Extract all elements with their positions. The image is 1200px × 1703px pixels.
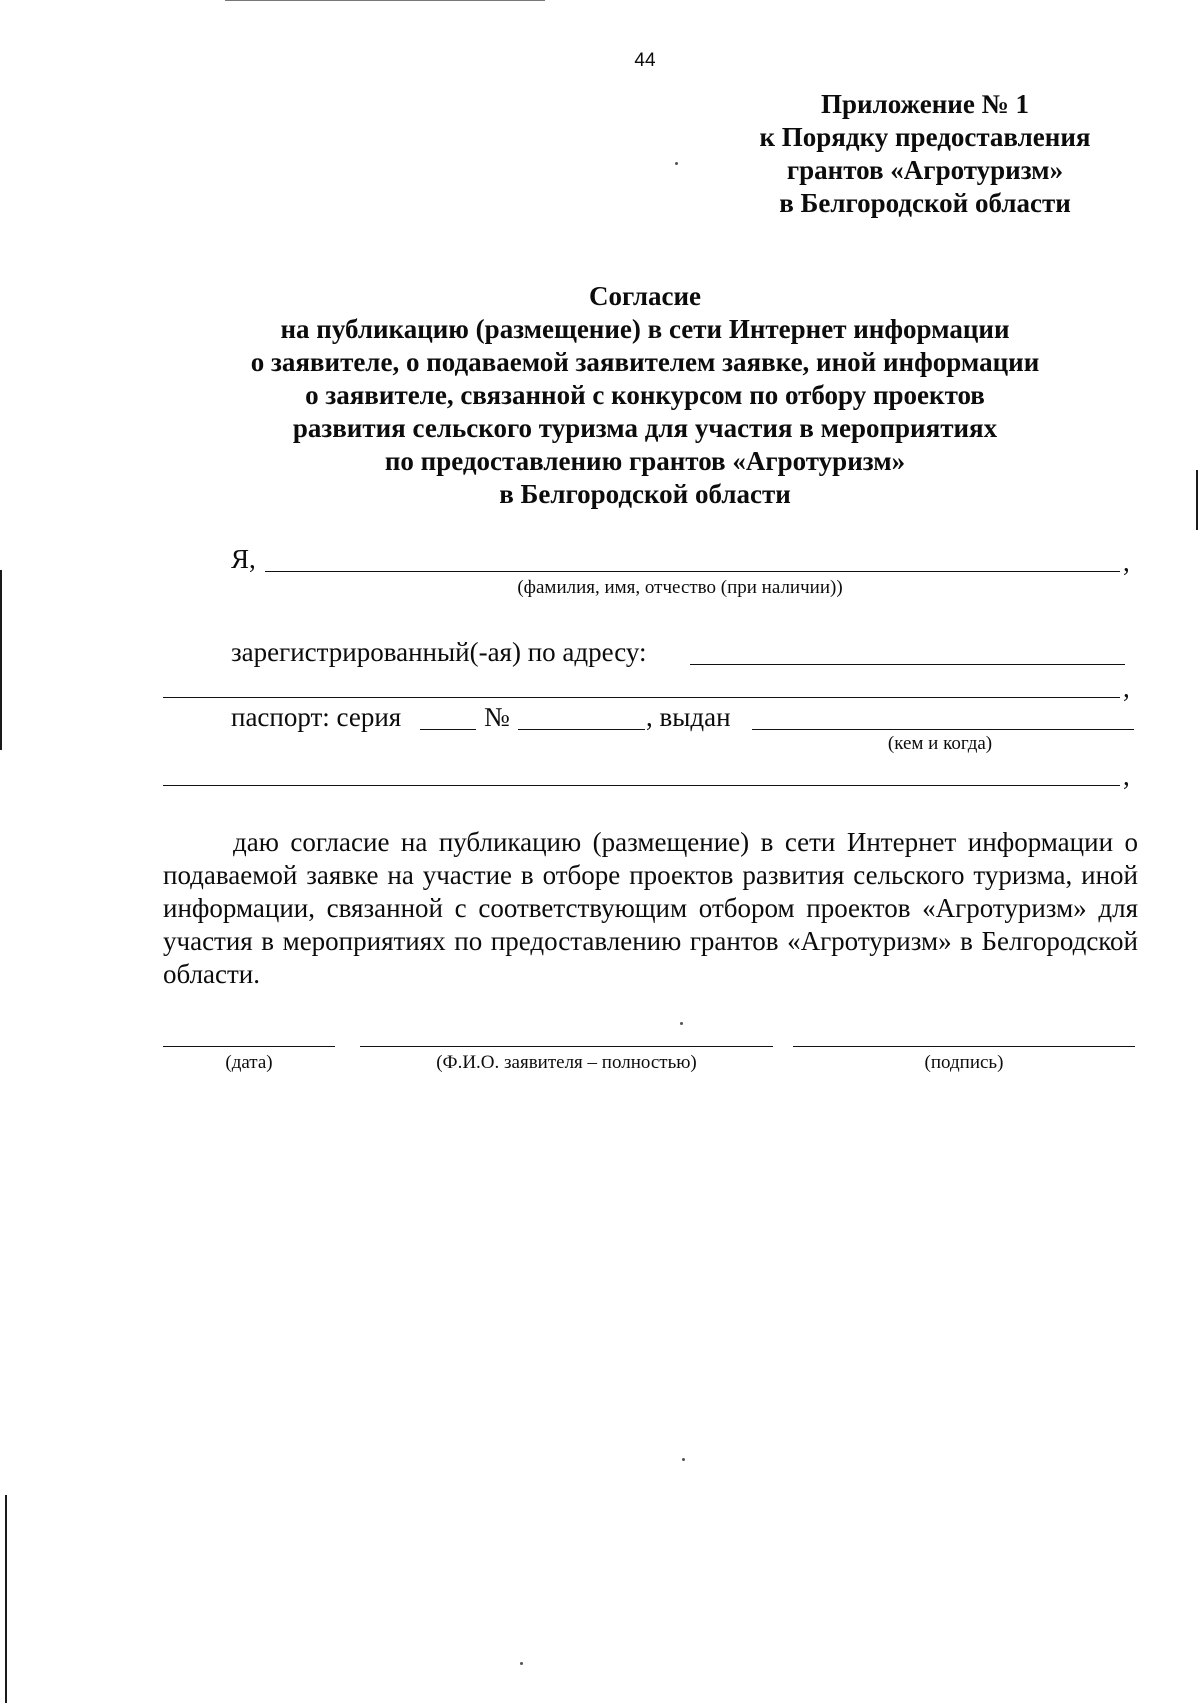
comma: , (1123, 547, 1130, 577)
title-line: по предоставлению грантов «Агротуризм» (384, 446, 906, 476)
consent-paragraph: даю согласие на публикацию (размещение) в сети Интернет информации о подаваемой заявке на участие в отборе проектов развития сельского туризма, иной информации, связанной с соответствующим отбором проектов «Агротуризм» для участия в мероприятиях по предоставлению грантов «Агротуризм» в Белгородской области. (163, 827, 1138, 989)
title-line: на публикацию (размещение) в сети Интернет информации (280, 314, 1010, 344)
scan-edge-left-lower (5, 1495, 7, 1703)
comma: , (1123, 673, 1130, 703)
document-title (150, 280, 1140, 511)
scan-edge-top (225, 0, 545, 1)
applicant-fio-field[interactable] (360, 1046, 773, 1047)
appendix-line: в Белгородской области (779, 188, 1071, 218)
page-number: 44 (634, 50, 656, 71)
scan-edge-right (1196, 470, 1198, 530)
scan-edge-left (0, 570, 2, 750)
appendix-line: к Порядку предоставления (759, 122, 1091, 152)
date-caption: (дата) (225, 1052, 273, 1073)
passport-series-field[interactable] (420, 729, 476, 730)
passport-label: паспорт: серия (231, 702, 402, 732)
title-line: в Белгородской области (499, 479, 791, 509)
issued-by-field-2[interactable] (163, 785, 1120, 786)
signature-caption: (подпись) (924, 1052, 1004, 1073)
title-line: развития сельского туризма для участия в мероприятиях (292, 413, 998, 443)
scan-dot (675, 162, 678, 165)
address-fill-line-2[interactable] (163, 697, 1120, 698)
fio-caption: (фамилия, имя, отчество (при наличии)) (517, 577, 843, 598)
scan-dot (520, 1662, 523, 1665)
scan-dot (682, 1458, 685, 1461)
title-line: о заявителе, о подаваемой заявителем заявке, иной информации (250, 347, 1040, 377)
scan-dot (680, 1022, 683, 1025)
number-label: № (484, 702, 510, 732)
applicant-fio-caption: (Ф.И.О. заявителя – полностью) (436, 1052, 697, 1073)
appendix-header (730, 88, 1120, 220)
ya-label: Я, (231, 544, 256, 574)
issued-caption: (кем и когда) (887, 733, 993, 754)
issued-by-field[interactable] (752, 729, 1134, 730)
title-line: о заявителе, связанной с конкурсом по отбору проектов (305, 380, 985, 410)
address-fill-line[interactable] (690, 664, 1125, 665)
comma: , (1123, 761, 1130, 791)
address-label: зарегистрированный(-ая) по адресу: (231, 637, 647, 667)
signature-field[interactable] (793, 1046, 1135, 1047)
appendix-line: Приложение № 1 (821, 89, 1029, 119)
issued-label: , выдан (646, 702, 731, 732)
appendix-line: грантов «Агротуризм» (786, 155, 1064, 185)
passport-number-field[interactable] (518, 729, 645, 730)
date-field[interactable] (163, 1046, 335, 1047)
fio-fill-line[interactable] (265, 571, 1120, 572)
title-main: Согласие (588, 281, 702, 311)
